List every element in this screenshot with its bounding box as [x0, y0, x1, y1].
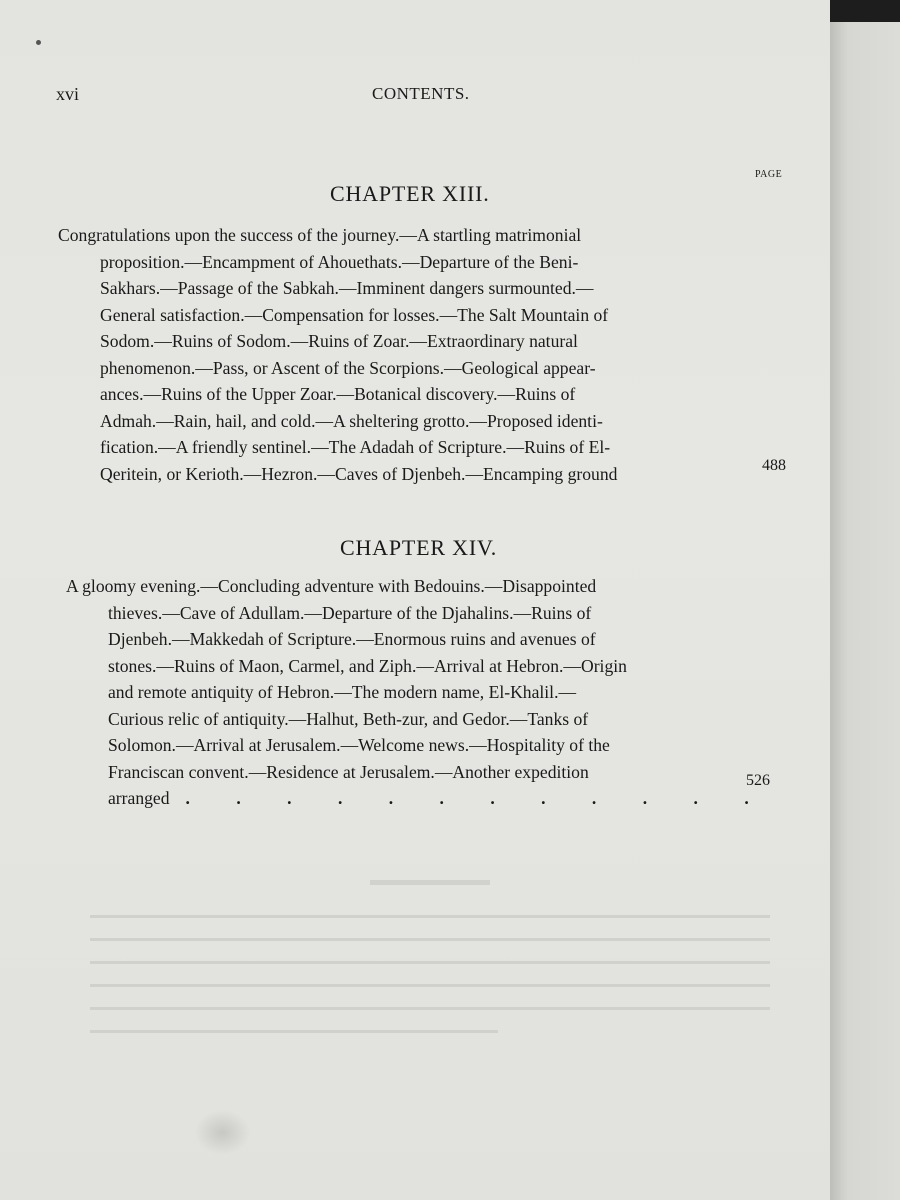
page-column-label: PAGE [755, 169, 783, 180]
chapter-14-heading: CHAPTER XIV. [340, 535, 498, 560]
summary-line: General satisfaction.—Compensation for losses.—The Salt Mountain of [100, 304, 609, 325]
summary-line: Admah.—Rain, hail, and cold.—A sheltering grotto.—Proposed identi- [100, 410, 603, 431]
summary-line: Congratulations upon the success of the journey.—A startling matrimonial [58, 225, 582, 245]
summary-line: A gloomy evening.—Concluding adventure with Bedouins.—Disappointed [66, 576, 597, 596]
summary-line: and remote antiquity of Hebron.—The modern name, El-Khalil.— [108, 682, 577, 702]
chapter-13-heading: CHAPTER XIII. [330, 181, 490, 206]
summary-line-last [66, 785, 770, 812]
running-title: CONTENTS. [372, 84, 470, 103]
summary-line: Franciscan convent.—Residence at Jerusalem.—Another expedition [108, 761, 589, 782]
chapter-13-page-number: 488 [762, 457, 786, 474]
summary-line: phenomenon.—Pass, or Ascent of the Scorpions.—Geological appear- [100, 357, 596, 378]
summary-line: thieves.—Cave of Adullam.—Departure of the Djahalins.—Ruins of [108, 602, 592, 623]
summary-line: Sodom.—Ruins of Sodom.—Ruins of Zoar.—Extraordinary natural [100, 331, 578, 351]
chapter-14-summary [66, 573, 770, 812]
summary-line: proposition.—Encampment of Ahouethats.—Departure of the Beni- [100, 251, 579, 272]
ink-fleck [36, 40, 41, 45]
show-through-texture [90, 880, 770, 1140]
summary-line: fication.—A friendly sentinel.—The Adadah of Scripture.—Ruins of El- [100, 437, 611, 457]
adjacent-page-edge [830, 22, 900, 1200]
summary-line-text: arranged [108, 788, 170, 808]
summary-line: ances.—Ruins of the Upper Zoar.—Botanical discovery.—Ruins of [100, 384, 576, 404]
page-smudge [195, 1110, 250, 1155]
background-corner [830, 0, 900, 22]
summary-line: Solomon.—Arrival at Jerusalem.—Welcome news.—Hospitality of the [108, 735, 610, 755]
running-head [56, 84, 796, 108]
summary-line: Curious relic of antiquity.—Halhut, Beth-zur, and Gedor.—Tanks of [108, 708, 589, 729]
chapter-13-summary [58, 222, 758, 487]
summary-line: stones.—Ruins of Maon, Carmel, and Ziph.—Arrival at Hebron.—Origin [108, 655, 627, 676]
summary-line: Sakhars.—Passage of the Sabkah.—Imminent dangers surmounted.— [100, 278, 594, 298]
summary-line: Qeritein, or Kerioth.—Hezron.—Caves of Djenbeh.—Encamping ground [100, 463, 618, 484]
chapter-14-page-number: 526 [746, 772, 770, 789]
dot-leaders: . . . . . . . . . . . . [185, 788, 770, 808]
summary-line: Djenbeh.—Makkedah of Scripture.—Enormous ruins and avenues of [108, 629, 596, 649]
folio-number: xvi [56, 84, 80, 104]
